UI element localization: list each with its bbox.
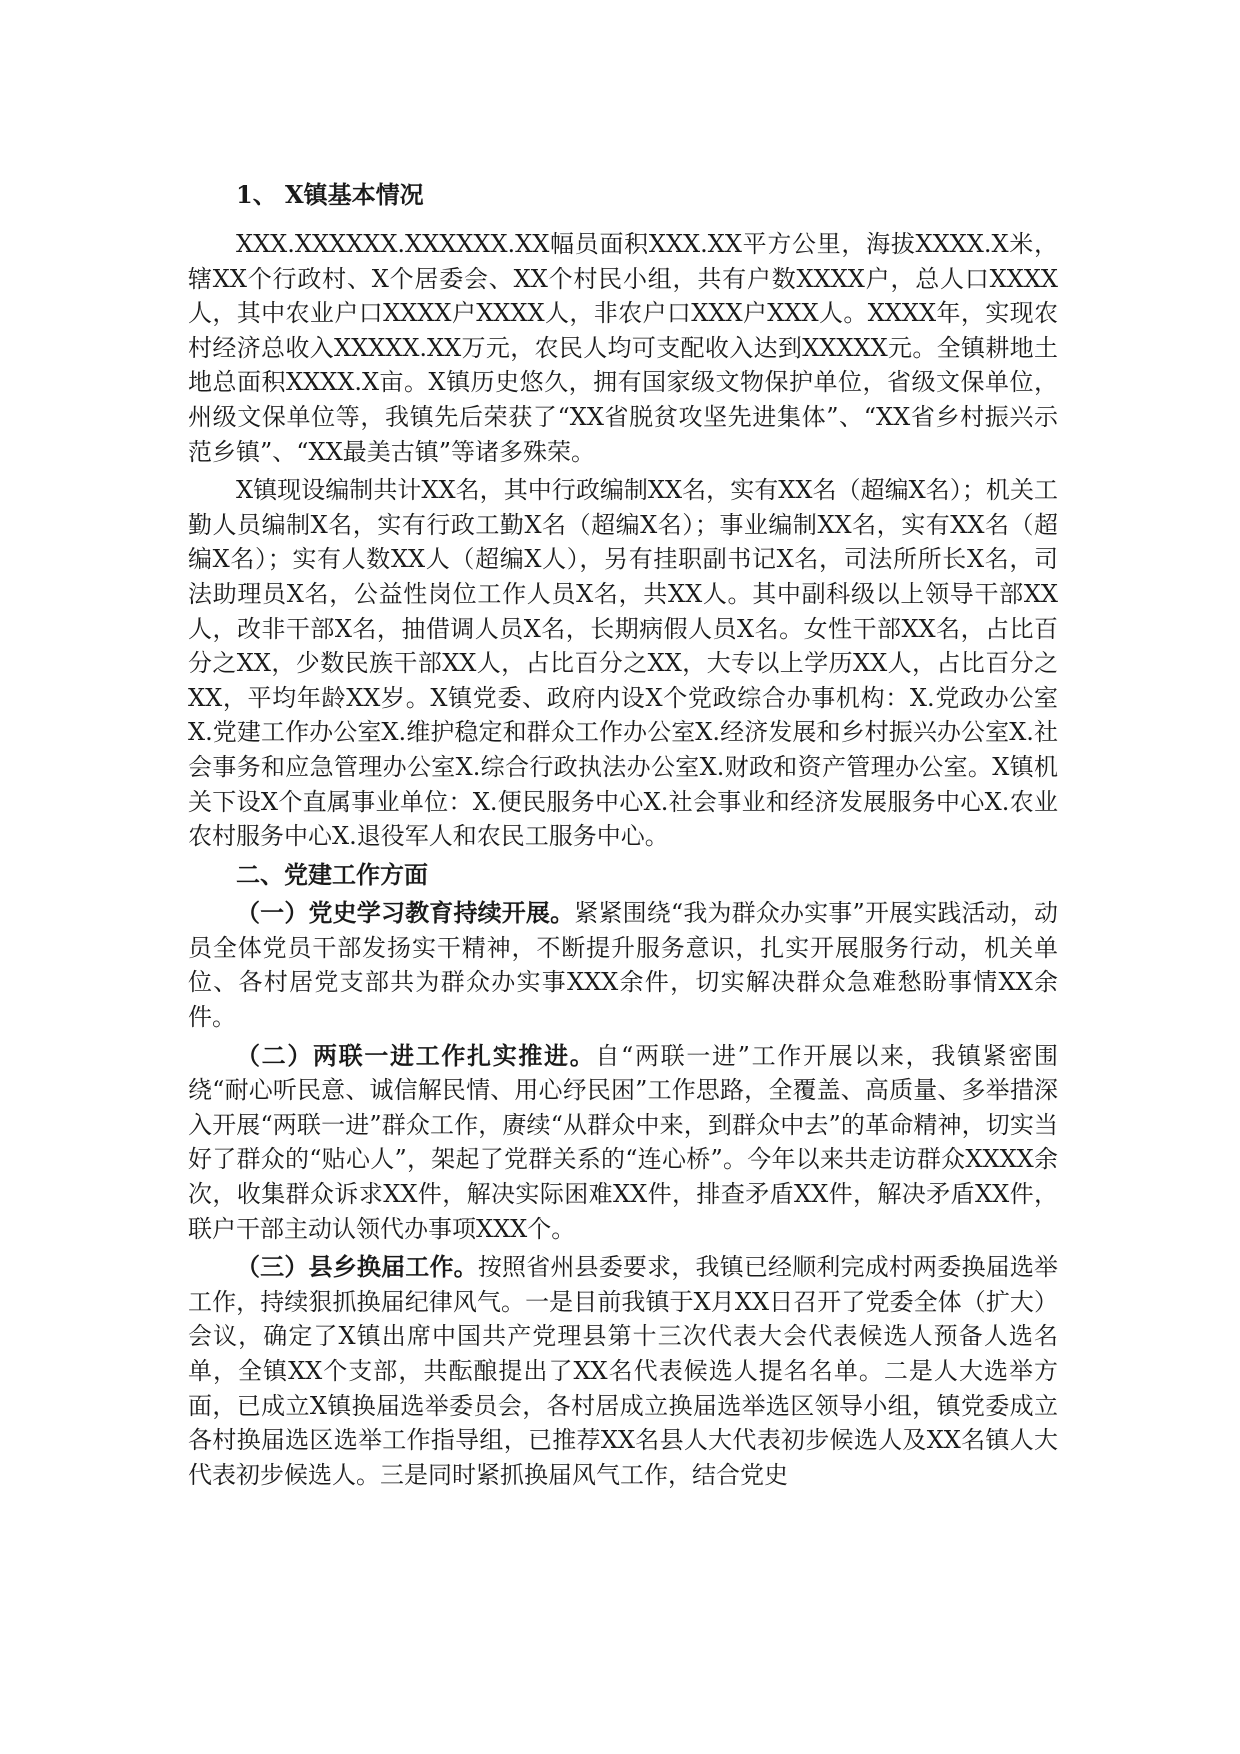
paragraph-two-links	[188, 1039, 1058, 1247]
paragraph-election	[188, 1250, 1058, 1492]
item-lead-two-links: （二）两联一进工作扎实推进。	[236, 1040, 596, 1070]
item-body-party-history: 紧紧围绕“我为群众办实事”开展实践活动，动员全体党员干部发扬实干精神，不断提升服务意识，扎实开展服务行动，机关单位、各村居党支部共为群众办实事XXX余件，切实解决群众急难愁盼事情XX余件。	[188, 899, 1058, 1032]
paragraph-staffing: X镇现设编制共计XX名，其中行政编制XX名，实有XX名（超编X名）；机关工勤人员编制X名，实有行政工勤X名（超编X名）；事业编制XX名，实有XX名（超编X名）；实有人数XX人（超编X人），另有挂职副书记X名，司法所所长X名，司法助理员X名，公益性岗位工作人员X名，共XX人。其中副科级以上领导干部XX人，改非干部X名，抽借调人员X名，长期病假人员X名。女性干部XX名，占比百分之XX，少数民族干部XX人，占比百分之XX，大专以上学历XX人，占比百分之XX，平均年龄XX岁。X镇党委、政府内设X个党政综合办事机构：X.党政办公室X.党建工作办公室X.维护稳定和群众工作办公室X.经济发展和乡村振兴办公室X.社会事务和应急管理办公室X.综合行政执法办公室X.财政和资产管理办公室。X镇机关下设X个直属事业单位：X.便民服务中心X.社会事业和经济发展服务中心X.农业农村服务中心X.退役军人和农民工服务中心。	[188, 476, 1058, 851]
paragraph-basic-info: XXX.XXXXXX.XXXXXX.XX幅员面积XXX.XX平方公里，海拔XXXX.X米，辖XX个行政村、X个居委会、XX个村民小组，共有户数XXXX户，总人口XXXX人，其中农业户口XXXX户XXXX人，非农户口XXX户XXX人。XXXX年，实现农村经济总收入XXXXX.XX万元，农民人均可支配收入达到XXXXX元。全镇耕地土地总面积XXXX.X亩。X镇历史悠久，拥有国家级文物保护单位，省级文保单位，州级文保单位等，我镇先后荣获了“XX省脱贫攻坚先进集体”、“XX省乡村振兴示范乡镇”、“XX最美古镇”等诸多殊荣。	[188, 230, 1058, 466]
section-heading-party-building: 二、党建工作方面	[236, 859, 428, 889]
section-heading-basic-info: 1、 X镇基本情况	[236, 180, 424, 209]
item-body-election: 按照省州县委要求，我镇已经顺利完成村两委换届选举工作，持续狠抓换届纪律风气。一是目前我镇于X月XX日召开了党委全体（扩大）会议，确定了X镇出席中国共产党理县第十三次代表大会代表候选人预备人选名单，全镇XX个支部，共酝酿提出了XX名代表候选人提名名单。二是人大选举方面，已成立X镇换届选举委员会，各村居成立换届选举选区领导小组，镇党委成立各村换届选区选举工作指导组，已推荐XX名县人大代表初步候选人及XX名镇人大代表初步候选人。三是同时紧抓换届风气工作，结合党史	[188, 1253, 1059, 1489]
item-body-two-links: 自“两联一进”工作开展以来，我镇紧密围绕“耐心听民意、诚信解民情、用心纾民困”工作思路，全覆盖、高质量、多举措深入开展“两联一进”群众工作，赓续“从群众中来，到群众中去”的革命精神，切实当好了群众的“贴心人”，架起了党群关系的“连心桥”。今年以来共走访群众XXXX余次，收集群众诉求XX件，解决实际困难XX件，排查矛盾XX件，解决矛盾XX件，联户干部主动认领代办事项XXX个。	[188, 1041, 1058, 1243]
item-lead-party-history: （一）党史学习教育持续开展。	[236, 898, 575, 928]
paragraph-party-history-study	[188, 896, 1058, 1034]
document-body	[188, 177, 1058, 1496]
item-lead-election: （三）县乡换届工作。	[236, 1252, 478, 1282]
